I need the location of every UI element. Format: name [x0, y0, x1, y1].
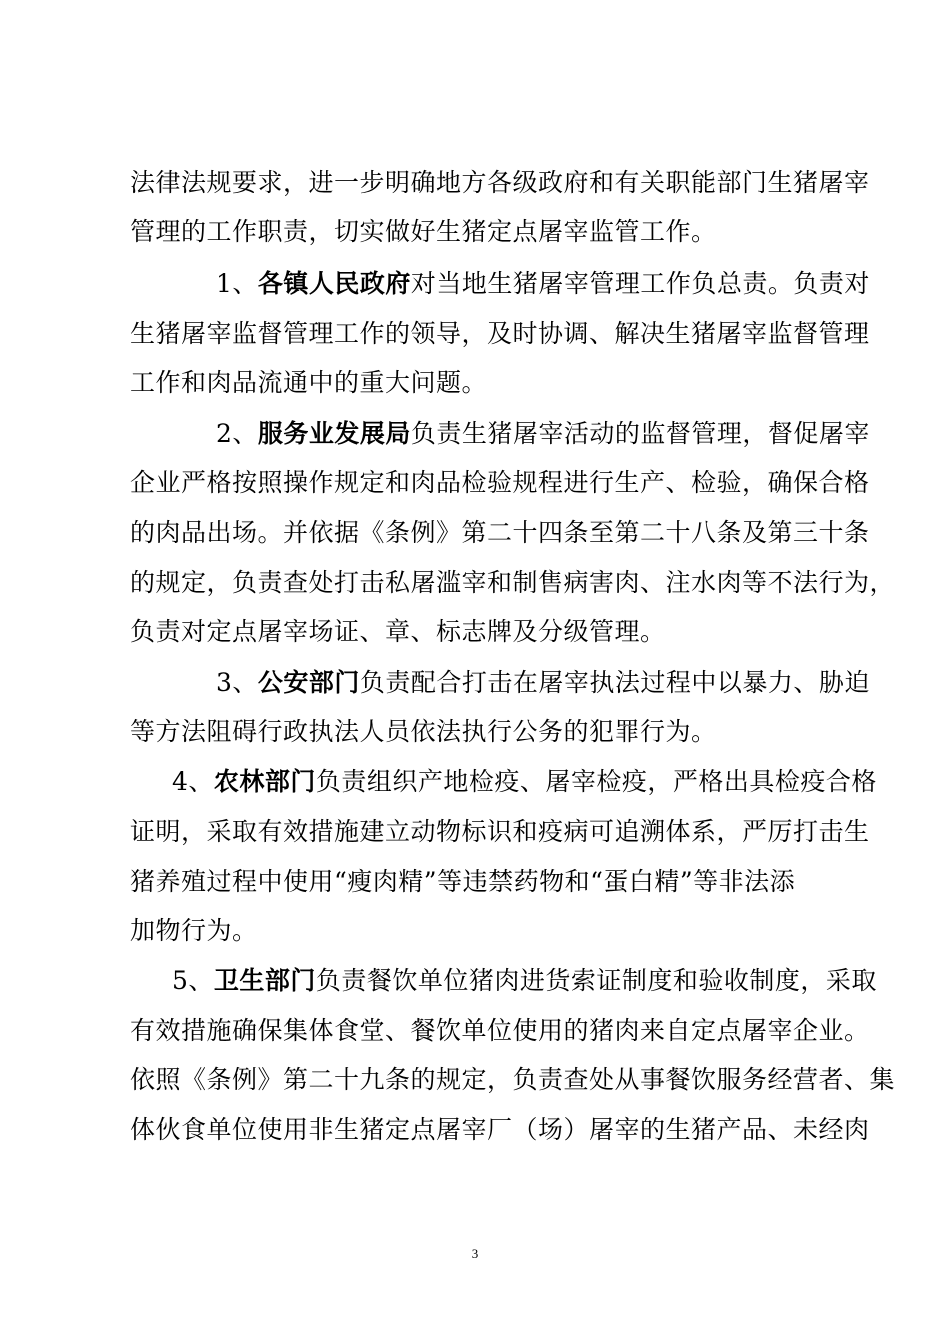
body-line: 生猪屠宰监督管理工作的领导，及时协调、解决生猪屠宰监督管理: [130, 319, 870, 348]
page-number: 3: [471, 1246, 479, 1261]
body-line: 负责对定点屠宰场证、章、标志牌及分级管理。: [130, 617, 666, 646]
item-number: 4、: [172, 767, 214, 796]
body-line: 体伙食单位使用非生猪定点屠宰厂（场）屠宰的生猪产品、未经肉: [130, 1115, 870, 1144]
item-number: 3、: [216, 668, 258, 697]
body-line: 证明，采取有效措施建立动物标识和疫病可追溯体系，严厉打击生: [130, 817, 870, 846]
body-line: 加物行为。: [130, 916, 258, 945]
department-name: 各镇人民政府: [257, 269, 411, 298]
body-line: 等方法阻碍行政执法人员依法执行公务的犯罪行为。: [130, 717, 717, 746]
item-text: 负责生猪屠宰活动的监督管理，督促屠宰: [410, 419, 870, 448]
item-number: 2、: [216, 419, 258, 448]
list-item-3: [216, 666, 870, 700]
body-line: 有效措施确保集体食堂、餐饮单位使用的猪肉来自定点屠宰企业。: [130, 1016, 870, 1045]
body-line: 工作和肉品流通中的重大问题。: [130, 368, 488, 397]
item-number: 5、: [172, 966, 214, 995]
department-name: 卫生部门: [213, 966, 316, 995]
body-line: 管理的工作职责，切实做好生猪定点屠宰监管工作。: [130, 217, 717, 246]
department-name: 农林部门: [213, 767, 316, 796]
body-line: 猪养殖过程中使用“瘦肉精”等违禁药物和“蛋白精”等非法添: [130, 867, 796, 896]
item-text: 负责组织产地检疫、屠宰检疫，严格出具检疫合格: [315, 767, 877, 796]
item-text: 对当地生猪屠宰管理工作负总责。负责对: [410, 269, 870, 298]
list-item-5: [172, 964, 877, 998]
department-name: 服务业发展局: [257, 419, 411, 448]
department-name: 公安部门: [257, 668, 360, 697]
body-line: 企业严格按照操作规定和肉品检验规程进行生产、检验，确保合格: [130, 468, 870, 497]
list-item-4: [172, 765, 877, 799]
item-text: 负责配合打击在屠宰执法过程中以暴力、胁迫: [359, 668, 870, 697]
body-line: 的肉品出场。并依据《条例》第二十四条至第二十八条及第三十条: [130, 518, 870, 547]
list-item-1: [216, 267, 870, 301]
body-line: 依照《条例》第二十九条的规定，负责查处从事餐饮服务经营者、集: [130, 1065, 896, 1094]
item-text: 负责餐饮单位猪肉进货索证制度和验收制度，采取: [315, 966, 877, 995]
body-line: 的规定，负责查处打击私屠滥宰和制售病害肉、注水肉等不法行为，: [130, 568, 896, 597]
item-number: 1、: [216, 269, 258, 298]
body-line: 法律法规要求，进一步明确地方各级政府和有关职能部门生猪屠宰: [130, 168, 870, 197]
list-item-2: [216, 417, 870, 451]
